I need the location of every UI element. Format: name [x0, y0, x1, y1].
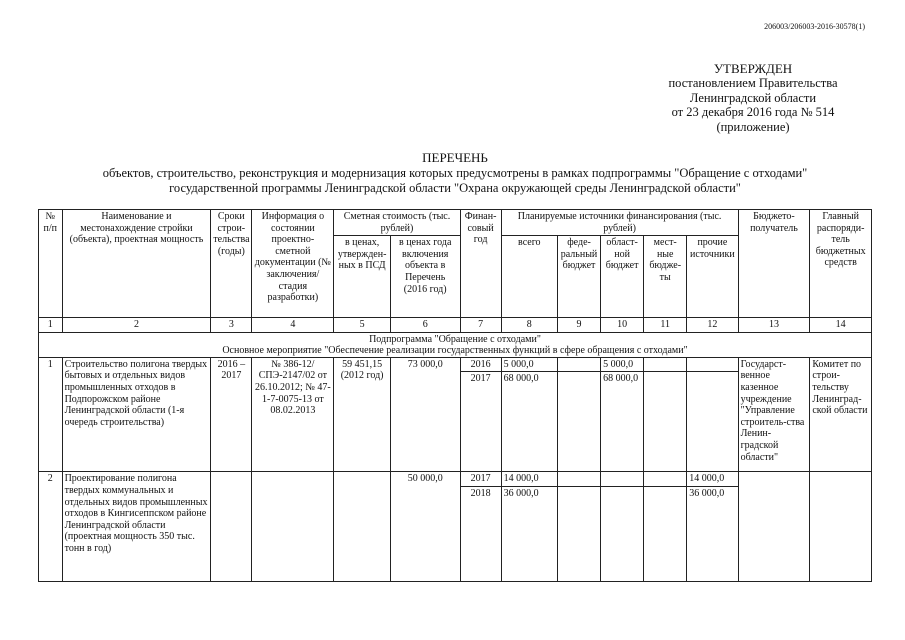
col-number: 12 [687, 318, 738, 333]
row-recipient: Государст-венное казенное учреждение "Управление строитель-ства Ленин-градской области" [738, 357, 810, 472]
row-src-fed [558, 357, 601, 372]
main-event-title: Основное мероприятие "Обеспечение реализации государственных функций в сфере обращения с отходами" [222, 344, 688, 356]
row-src-local [644, 372, 687, 472]
col-number: 10 [601, 318, 644, 333]
row-cost-list: 73 000,0 [390, 357, 460, 472]
col-number: 1 [39, 318, 63, 333]
header-name: Наименование и местонахождение стройки (объекта), проектная мощность [62, 210, 211, 318]
row-src-total: 5 000,0 [501, 357, 557, 372]
document-subtitle [40, 166, 870, 195]
header-src-local: мест-ные бюдже-ты [644, 236, 687, 318]
col-number: 7 [460, 318, 501, 333]
approval-line-2: постановлением Правительства [668, 76, 838, 91]
row-cost-psd: 59 451,15 (2012 год) [334, 357, 390, 472]
row-src-fed [558, 486, 601, 581]
header-src-fed: феде-ральный бюджет [558, 236, 601, 318]
col-number: 8 [501, 318, 557, 333]
row-name: Проектирование полигона твердых коммунальных и отдельных видов промышленных отходов в Кингисеппском районе Ленинградской области (проектная мощность 350 тыс. тонн в год) [62, 472, 211, 582]
row-num: 1 [39, 357, 63, 472]
header-src-total: всего [501, 236, 557, 318]
approval-line-3: Ленинградской области [689, 90, 817, 105]
row-src-reg [601, 486, 644, 581]
approval-line-4: от 23 декабря 2016 года № 514 [671, 105, 835, 120]
header-num: № п/п [39, 210, 63, 318]
row-fin-year: 2017 [460, 472, 501, 487]
header-cost: Сметная стоимость (тыс. рублей) [334, 210, 460, 236]
subtitle-line-1: объектов, строительство, реконструкция и модернизация которых предусмотрены в рамках подпрограммы "Обращение с отходами" [102, 166, 808, 180]
row-src-total: 36 000,0 [501, 486, 557, 581]
col-number: 9 [558, 318, 601, 333]
row-src-other [687, 372, 738, 472]
row-num: 2 [39, 472, 63, 582]
row-src-total: 68 000,0 [501, 372, 557, 472]
row-manager [810, 472, 872, 582]
row-src-other: 36 000,0 [687, 486, 738, 581]
row-recipient [738, 472, 810, 582]
header-sources: Планируемые источники финансирования (тыс. рублей) [501, 210, 738, 236]
row-src-local [644, 357, 687, 372]
approval-stamp [648, 62, 858, 134]
row-src-reg: 68 000,0 [601, 372, 644, 472]
approval-line-1: УТВЕРЖДЕН [713, 61, 793, 76]
row-src-reg [601, 472, 644, 487]
header-cost-psd: в ценах, утвержден-ных в ПСД [334, 236, 390, 318]
row-terms: 2016 – 2017 [211, 357, 252, 472]
document-title: ПЕРЕЧЕНЬ [422, 150, 488, 165]
row-src-fed [558, 372, 601, 472]
table-row [39, 357, 872, 372]
col-number: 2 [62, 318, 211, 333]
col-number: 13 [738, 318, 810, 333]
row-terms [211, 472, 252, 582]
header-cost-list: в ценах года включения объекта в Перечень (2016 год) [390, 236, 460, 318]
row-name: Строительство полигона твердых бытовых и отдельных видов промышленных отходов в Подпорожском районе Ленинградской области (1-я очередь строительства) [62, 357, 211, 472]
row-src-total: 14 000,0 [501, 472, 557, 487]
col-number: 5 [334, 318, 390, 333]
header-terms: Сроки строи-тельства (годы) [211, 210, 252, 318]
row-fin-year: 2017 [460, 372, 501, 472]
row-docs: № 386-12/СПЭ-2147/02 от 26.10.2012; № 47-1-7-0075-13 от 08.02.2013 [252, 357, 334, 472]
row-manager: Комитет по строи-тельству Ленинград-ской области [810, 357, 872, 472]
subtitle-line-2: государственной программы Ленинградской области "Охрана окружающей среды Ленинградской области" [169, 180, 741, 195]
document-id: 206003/206003-2016-30578(1) [764, 22, 865, 31]
approval-line-5: (приложение) [716, 119, 790, 134]
column-number-row [39, 318, 872, 333]
row-fin-year: 2018 [460, 486, 501, 581]
objects-table [38, 209, 872, 582]
header-src-other: прочие источники [687, 236, 738, 318]
header-recipient: Бюджето-получатель [738, 210, 810, 318]
col-number: 11 [644, 318, 687, 333]
row-cost-psd [334, 472, 390, 582]
col-number: 14 [810, 318, 872, 333]
row-src-local [644, 486, 687, 581]
row-src-local [644, 472, 687, 487]
row-src-reg: 5 000,0 [601, 357, 644, 372]
header-fin-year: Финан-совый год [460, 210, 501, 318]
header-src-reg: област-ной бюджет [601, 236, 644, 318]
row-docs [252, 472, 334, 582]
table-row [39, 472, 872, 487]
header-manager: Главный распоряди-тель бюджетных средств [810, 210, 872, 318]
row-src-other: 14 000,0 [687, 472, 738, 487]
row-fin-year: 2016 [460, 357, 501, 372]
col-number: 4 [252, 318, 334, 333]
row-cost-list: 50 000,0 [390, 472, 460, 582]
section-header [39, 332, 872, 357]
col-number: 6 [390, 318, 460, 333]
col-number: 3 [211, 318, 252, 333]
subprogram-title: Подпрограмма "Обращение с отходами" [369, 333, 541, 345]
header-docs: Информация о состоянии проектно-сметной документации (№ заключения/ стадия разработки) [252, 210, 334, 318]
row-src-fed [558, 472, 601, 487]
row-src-other [687, 357, 738, 372]
